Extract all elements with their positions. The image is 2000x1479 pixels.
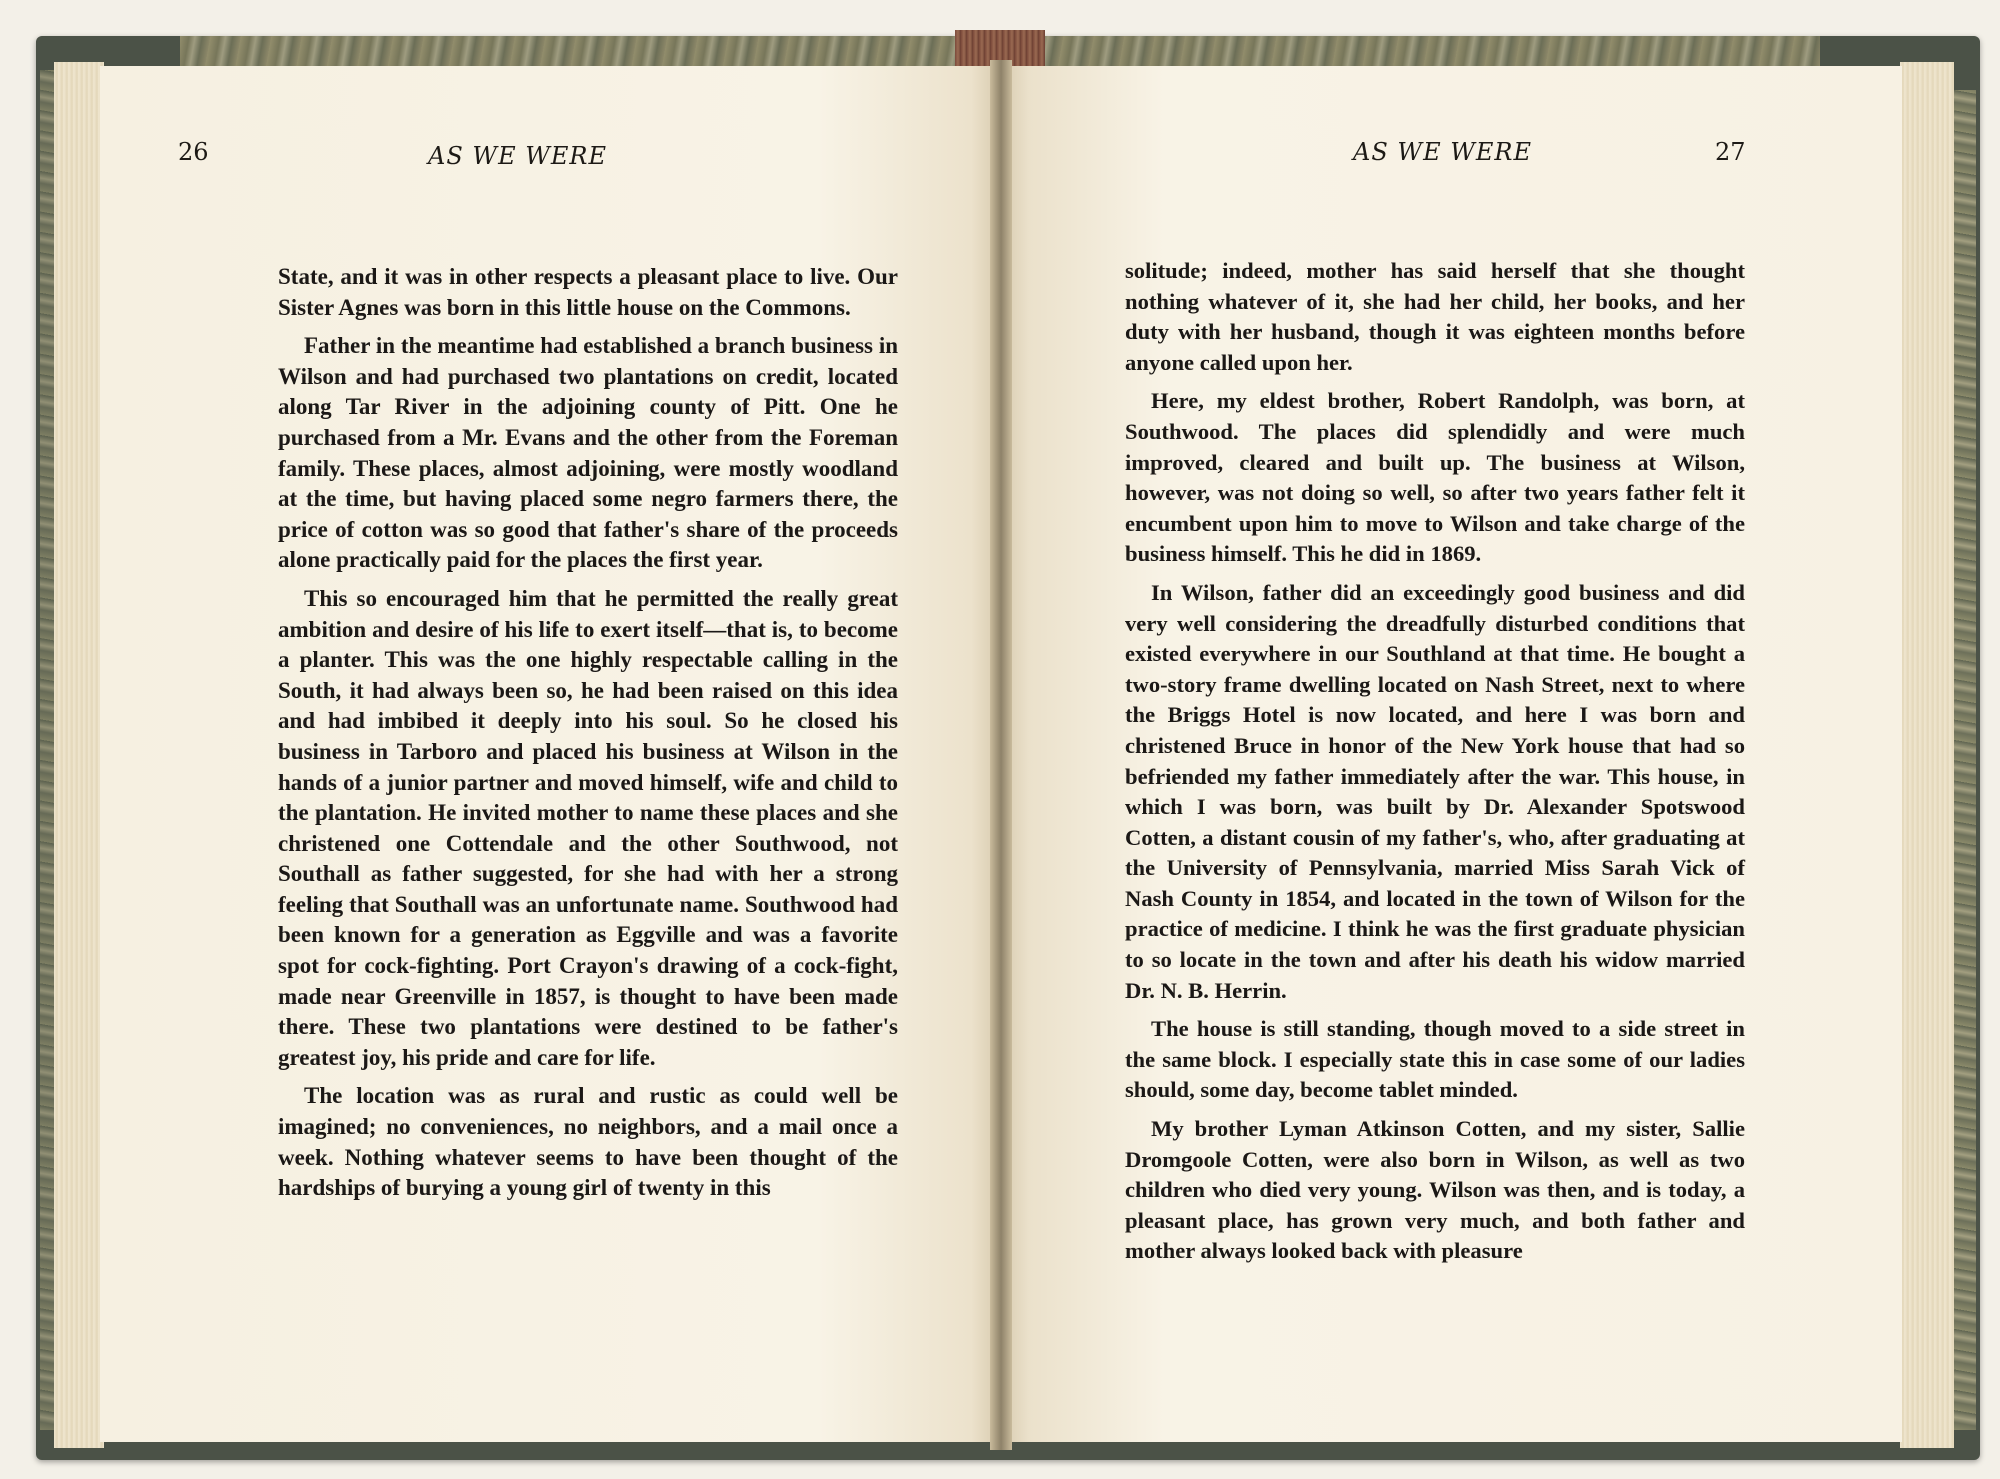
left-running-head (178, 138, 898, 178)
right-running-title: AS WE WERE (1353, 138, 1532, 166)
left-page-body (278, 262, 898, 1212)
left-page-number: 26 (178, 138, 209, 166)
page-edges-right (1900, 62, 1954, 1448)
marbled-board-right (1952, 90, 1976, 1430)
paragraph: State, and it was in other respects a pleasant place to live. Our Sister Agnes was born in this little house on the Commons. (278, 264, 898, 320)
paragraph: My brother Lyman Atkinson Cotten, and my sister, Sallie Dromgoole Cotten, were also born in Wilson, as well as two children who died very young. Wilson was then, and is today, a pleasant place, has grown very much, and both father and mother always looked back with pleasure (1125, 1116, 1745, 1264)
paragraph: In Wilson, father did an exceedingly good business and did very well considering the dreadfully disturbed conditions that existed everywhere in our Southland at that time. He bought a two-story frame dwelling located on Nash Street, next to where the Briggs Hotel is now located, and here I was born and christened Bruce in honor of the New York house that had so befriended my father immediately after the war. This house, in which I was born, was built by Dr. Alexander Spotswood Cotten, a distant cousin of my father's, who, after graduating at the University of Pennsylvania, married Miss Sarah Vick of Nash County in 1854, and located in the town of Wilson for the practice of medicine. I think he was the first graduate physician to so locate in the town and after his death his widow married Dr. N. B. Herrin. (1125, 579, 1745, 1003)
paragraph: Here, my eldest brother, Robert Randolph, was born, at Southwood. The places did splendidly and were much improved, cleared and built up. The business at Wilson, however, was not doing so well, so after two years father felt it encumbent upon him to move to Wilson and take charge of the business himself. This he did in 1869. (1125, 388, 1745, 567)
paragraph: The location was as rural and rustic as could well be imagined; no conveniences, no neighbors, and a mail once a week. Nothing whatever seems to have been thought of the hardships of burying a young girl of twenty in this (278, 1083, 898, 1201)
page-edges-left (54, 62, 104, 1448)
paragraph: Father in the meantime had established a branch business in Wilson and had purchased two plantations on credit, located along Tar River in the adjoining county of Pitt. One he purchased from a Mr. Evans and the other from the Foreman family. These places, almost adjoining, were mostly woodland at the time, but having placed some negro farmers there, the price of cotton was so good that father's share of the proceeds alone practically paid for the places the first year. (278, 333, 898, 573)
right-running-head (1125, 138, 1845, 178)
book-gutter (990, 60, 1012, 1450)
paragraph: solitude; indeed, mother has said herself that she thought nothing whatever of it, she had her child, her books, and her duty with her husband, though it was eighteen months before anyone called upon her. (1125, 258, 1745, 375)
paragraph: This so encouraged him that he permitted the really great ambition and desire of his life to exert itself—that is, to become a planter. This was the one highly respectable calling in the South, it had always been so, he had been raised on this idea and had imbibed it deeply into his soul. So he closed his business in Tarboro and placed his business at Wilson in the hands of a junior partner and moved himself, wife and child to the plantation. He invited mother to name these places and she christened one Cottendale and the other Southwood, not Southall as father suggested, for she had with her a strong feeling that Southall was an unfortunate name. Southwood had been known for a generation as Eggville and was a favorite spot for cock-fighting. Port Crayon's drawing of a cock-fight, made near Greenville in 1857, is thought to have been made there. These two plantations were destined to be father's greatest joy, his pride and care for life. (278, 585, 898, 1070)
right-page-number: 27 (1715, 138, 1746, 166)
right-page-body (1125, 256, 1745, 1275)
left-running-title: AS WE WERE (428, 142, 607, 170)
paragraph: The house is still standing, though moved to a side street in the same block. I especially state this in case some of our ladies should, some day, become tablet minded. (1125, 1016, 1745, 1103)
